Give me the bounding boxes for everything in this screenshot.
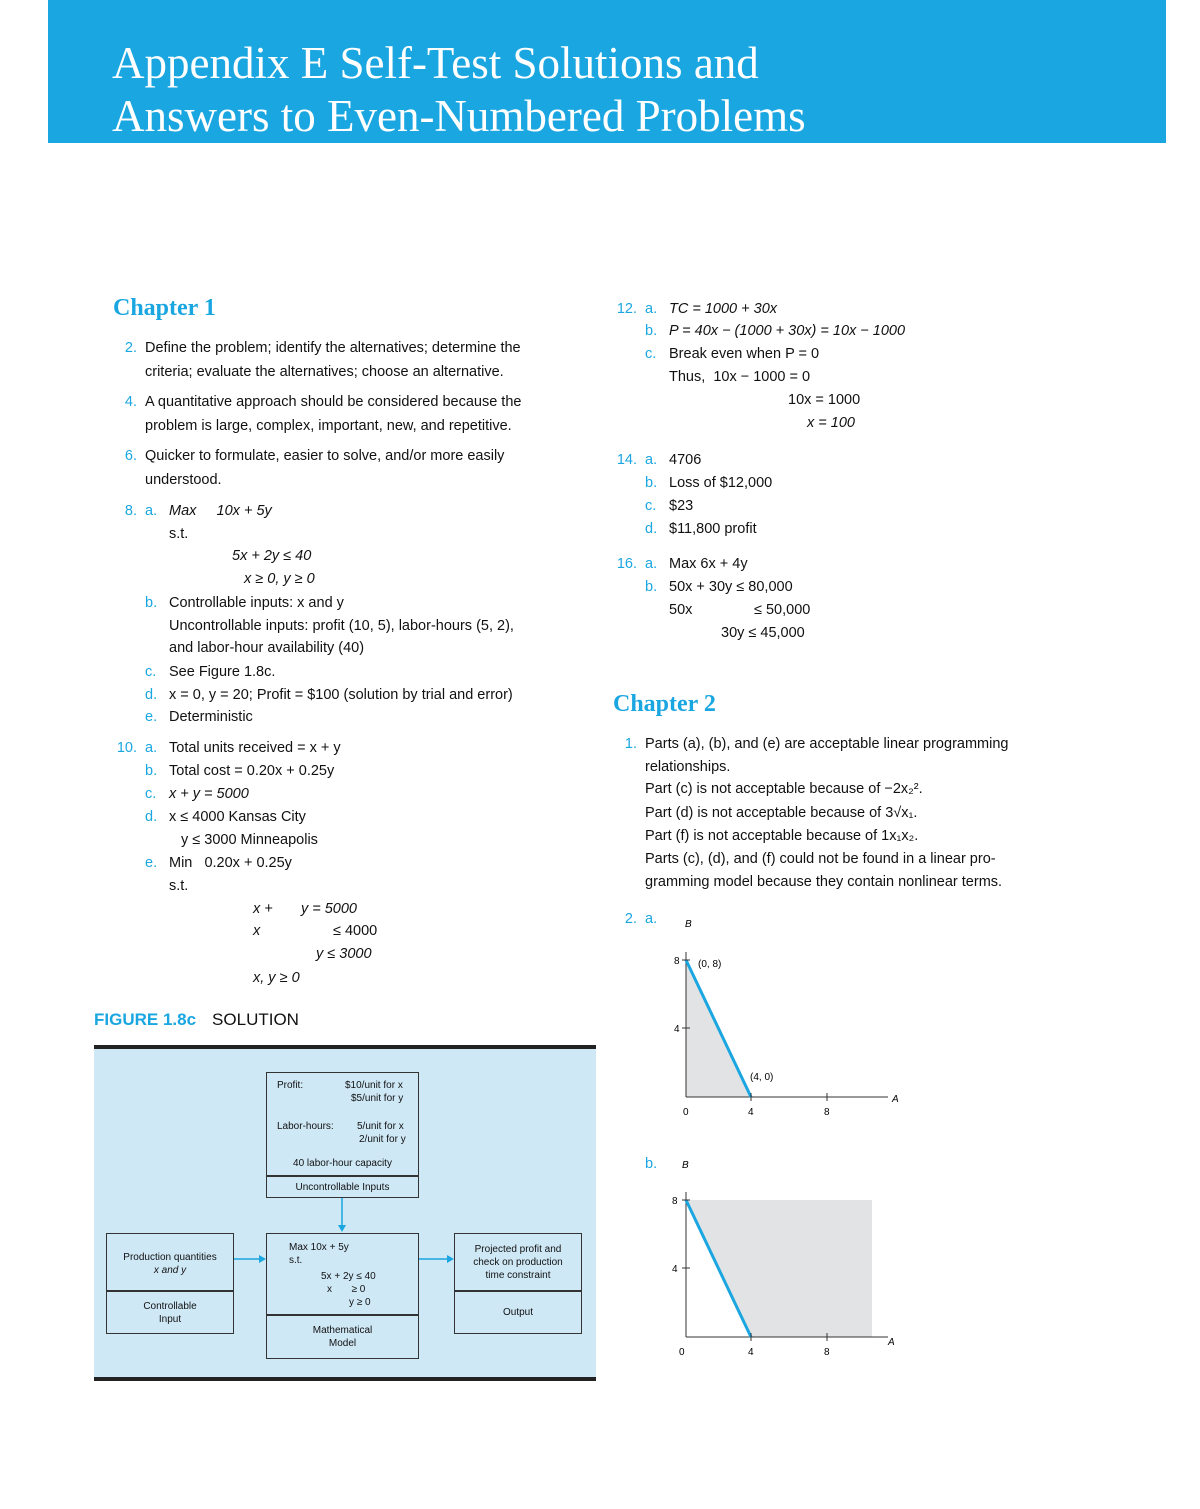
- answer-text: Parts (a), (b), and (e) are acceptable linear programming: [645, 736, 1009, 752]
- controllable-caption-1: Controllable: [143, 1301, 197, 1312]
- model-line-3: 5x + 2y ≤ 40: [321, 1271, 376, 1282]
- model-caption-1: Mathematical: [312, 1325, 373, 1336]
- answer-text: $11,800 profit: [669, 521, 757, 537]
- answer-text: Total cost = 0.20x + 0.25y: [169, 763, 335, 779]
- answer-text: ≤ 4000: [333, 923, 378, 939]
- y-axis-label: B: [685, 919, 692, 930]
- answer-text: 5x + 2y ≤ 40: [232, 548, 312, 564]
- answer-text: Controllable inputs: x and y: [169, 595, 344, 611]
- part-letter: c.: [645, 346, 657, 362]
- figure-1-8c-diagram: [94, 1045, 596, 1381]
- model-line-2: s.t.: [289, 1255, 303, 1266]
- answer-text: relationships.: [645, 759, 731, 775]
- answer-text: Thus, 10x − 1000 = 0: [669, 369, 811, 385]
- problem-number: 10.: [116, 740, 137, 756]
- answer-text: Loss of $12,000: [669, 475, 773, 491]
- answer-text: Max 6x + 4y: [669, 556, 748, 572]
- part-letter: b.: [645, 1156, 658, 1172]
- answer-text: 10x = 1000: [788, 392, 861, 408]
- tick-label: 4: [748, 1347, 754, 1358]
- part-letter: a.: [645, 911, 658, 927]
- tick-label: 8: [674, 956, 680, 967]
- part-letter: b.: [645, 323, 658, 339]
- answer-text: 30y ≤ 45,000: [721, 625, 805, 641]
- part-letter: c.: [645, 498, 657, 514]
- problem-number: 8.: [124, 503, 137, 519]
- figure-caption: [94, 1009, 299, 1031]
- answer-text: Min 0.20x + 0.25y: [169, 855, 292, 871]
- answer-text: Part (f) is not acceptable because of 1x₁x₂.: [645, 828, 919, 844]
- answer-text: understood.: [145, 472, 222, 488]
- answer-text: Quicker to formulate, easier to solve, and/or more easily: [145, 448, 505, 464]
- part-letter: c.: [145, 786, 157, 802]
- model-line-5: y ≥ 0: [349, 1297, 371, 1308]
- output-text-3: time constraint: [485, 1270, 551, 1281]
- page-title-line1: Appendix E Self-Test Solutions and: [112, 38, 759, 88]
- answer-text: 4706: [669, 452, 702, 468]
- part-letter: a.: [645, 301, 658, 317]
- arrowhead-right-1: [259, 1255, 266, 1263]
- y-axis-label: B: [682, 1160, 689, 1171]
- part-letter: c.: [145, 664, 157, 680]
- point-label: (4, 0): [750, 1072, 774, 1083]
- part-letter: b.: [145, 595, 158, 611]
- answer-text: See Figure 1.8c.: [169, 664, 276, 680]
- tick-label: 4: [672, 1264, 678, 1275]
- x-axis-label: A: [888, 1337, 895, 1348]
- answer-text: Max 10x + 5y: [169, 503, 272, 519]
- answer-text: Part (d) is not acceptable because of 3√x₁.: [645, 805, 918, 821]
- tick-label: 4: [674, 1024, 680, 1035]
- answer-text: Uncontrollable inputs: profit (10, 5), labor-hours (5, 2),: [169, 618, 514, 634]
- tick-label: 0: [679, 1347, 685, 1358]
- flow-arrows: [94, 1049, 596, 1385]
- graph-2a: [660, 912, 910, 1122]
- feasible-region: [686, 1200, 872, 1337]
- part-letter: a.: [645, 452, 658, 468]
- answer-text: x: [253, 923, 261, 939]
- tick-label: 4: [748, 1107, 754, 1118]
- answer-text: Total units received = x + y: [169, 740, 341, 756]
- answer-text: Define the problem; identify the alternatives; determine the: [145, 340, 521, 356]
- controllable-text-1: Production quantities: [123, 1252, 217, 1263]
- answer-text: Parts (c), (d), and (f) could not be found in a linear pro-: [645, 851, 996, 867]
- answer-text: s.t.: [169, 878, 189, 894]
- problem-number: 14.: [616, 452, 637, 468]
- problem-number: 2.: [624, 911, 637, 927]
- output-text-1: Projected profit and: [474, 1244, 562, 1255]
- part-letter: d.: [145, 809, 158, 825]
- point-label: (0, 8): [698, 959, 722, 970]
- answer-text: and labor-hour availability (40): [169, 640, 365, 656]
- part-letter: a.: [145, 503, 158, 519]
- output-text-2: check on production: [473, 1257, 563, 1268]
- answer-text: criteria; evaluate the alternatives; choose an alternative.: [145, 364, 504, 380]
- part-letter: b.: [145, 763, 158, 779]
- part-letter: e.: [145, 855, 158, 871]
- labor-value-x: 5/unit for x: [357, 1121, 404, 1132]
- x-axis-label: A: [892, 1094, 899, 1105]
- answer-text: Part (c) is not acceptable because of −2x₂².: [645, 781, 923, 797]
- answer-text: TC = 1000 + 30x: [669, 301, 778, 317]
- answer-text: ≤ 50,000: [754, 602, 811, 618]
- capacity-text: 40 labor-hour capacity: [293, 1158, 392, 1169]
- graph-2b: [660, 1155, 910, 1365]
- problem-number: 4.: [124, 394, 137, 410]
- answer-text: y ≤ 3000: [316, 946, 372, 962]
- answer-text: gramming model because they contain nonlinear terms.: [645, 874, 1003, 890]
- part-letter: b.: [645, 579, 658, 595]
- answer-text: x, y ≥ 0: [253, 970, 300, 986]
- output-caption: Output: [502, 1307, 534, 1318]
- labor-label: Labor-hours:: [277, 1121, 334, 1132]
- part-letter: b.: [645, 475, 658, 491]
- figure-label: FIGURE 1.8c: [94, 1010, 197, 1029]
- answer-text: problem is large, complex, important, new, and repetitive.: [145, 418, 512, 434]
- part-letter: e.: [145, 709, 158, 725]
- profit-value-y: $5/unit for y: [351, 1093, 404, 1104]
- controllable-text-2: x and y: [153, 1265, 187, 1276]
- problem-number: 6.: [124, 448, 137, 464]
- answer-text: s.t.: [169, 526, 189, 542]
- profit-value-x: $10/unit for x: [345, 1080, 403, 1091]
- figure-title: SOLUTION: [212, 1010, 299, 1029]
- answer-text: P = 40x − (1000 + 30x) = 10x − 1000: [669, 323, 906, 339]
- answer-text: Deterministic: [169, 709, 253, 725]
- answer-text: A quantitative approach should be considered because the: [145, 394, 522, 410]
- chapter-1-heading: Chapter 1: [113, 295, 216, 321]
- answer-text: x = 100: [807, 415, 855, 431]
- tick-label: 0: [683, 1107, 689, 1118]
- answer-text: x = 0, y = 20; Profit = $100 (solution by trial and error): [169, 687, 513, 703]
- model-line-1: Max 10x + 5y: [289, 1242, 349, 1253]
- problem-number: 12.: [616, 301, 637, 317]
- answer-text: x ≥ 0, y ≥ 0: [244, 571, 315, 587]
- problem-number: 1.: [624, 736, 637, 752]
- answer-text: y ≤ 3000 Minneapolis: [181, 832, 318, 848]
- tick-label: 8: [824, 1107, 830, 1118]
- tick-label: 8: [672, 1196, 678, 1207]
- part-letter: d.: [145, 687, 158, 703]
- labor-value-y: 2/unit for y: [359, 1134, 406, 1145]
- controllable-caption-2: Input: [158, 1314, 182, 1325]
- model-caption-2: Model: [328, 1338, 357, 1349]
- answer-text: 50x + 30y ≤ 80,000: [669, 579, 793, 595]
- model-line-4: x ≥ 0: [327, 1284, 366, 1295]
- part-letter: a.: [645, 556, 658, 572]
- chapter-2-heading: Chapter 2: [613, 691, 716, 717]
- answer-text: x ≤ 4000 Kansas City: [169, 809, 306, 825]
- problem-number: 2.: [124, 340, 137, 356]
- page-title-line2: Answers to Even-Numbered Problems: [112, 91, 806, 141]
- answer-text: 50x: [669, 602, 693, 618]
- part-letter: d.: [645, 521, 658, 537]
- arrowhead-right-2: [447, 1255, 454, 1263]
- part-letter: a.: [145, 740, 158, 756]
- answer-text: $23: [669, 498, 694, 514]
- uncontrollable-inputs-caption: Uncontrollable Inputs: [295, 1182, 390, 1193]
- problem-number: 16.: [616, 556, 637, 572]
- profit-label: Profit:: [277, 1080, 304, 1091]
- answer-text: x + y = 5000: [253, 901, 357, 917]
- answer-text: Break even when P = 0: [669, 346, 820, 362]
- arrowhead-down: [338, 1225, 346, 1232]
- title-banner: [48, 0, 1166, 143]
- answer-text: x + y = 5000: [169, 786, 249, 802]
- tick-label: 8: [824, 1347, 830, 1358]
